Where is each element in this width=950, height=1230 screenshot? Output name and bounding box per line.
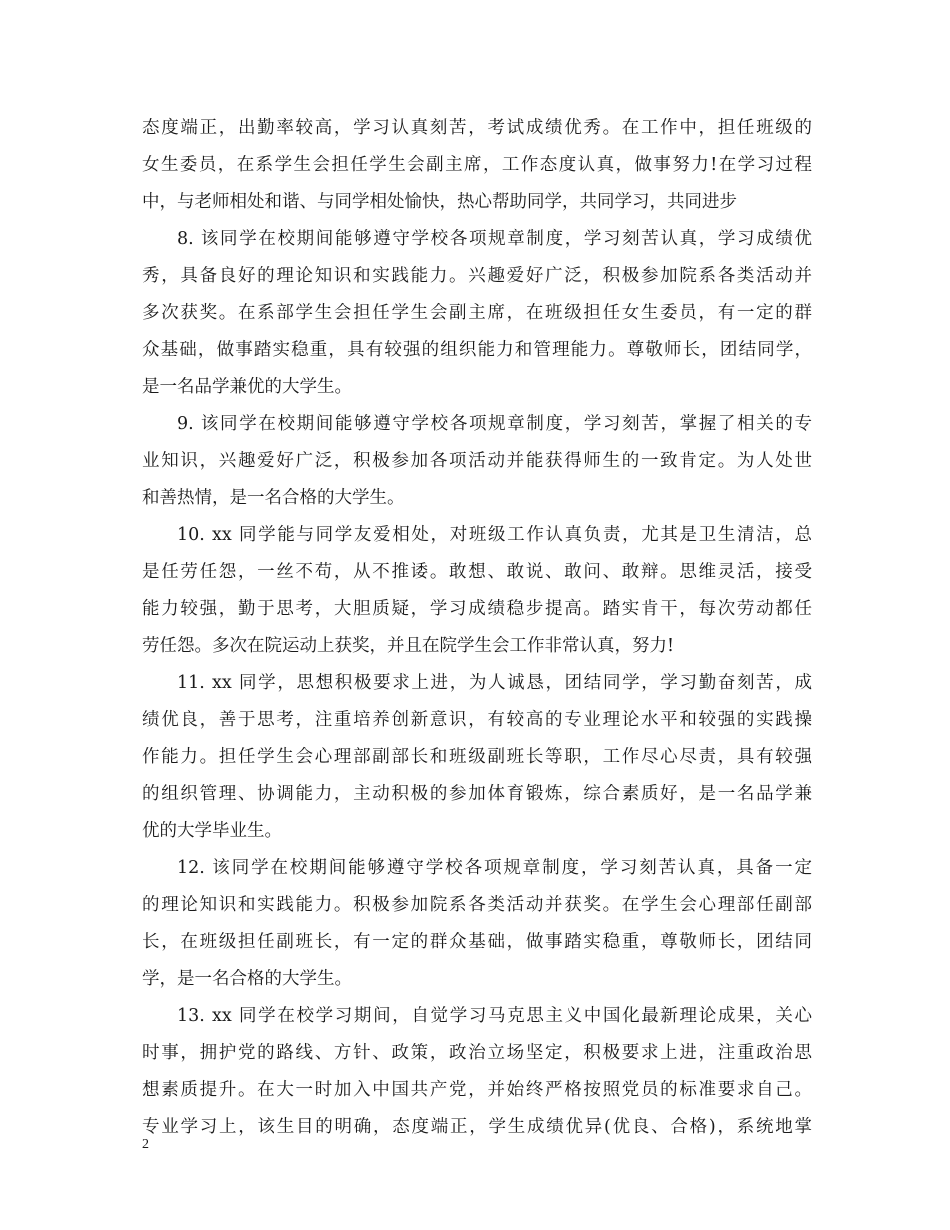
text-line: 优的大学毕业生。	[142, 821, 282, 841]
text-line: 众基础，做事踏实稳重，具有较强的组织能力和管理能力。尊敬师长，团结同学，	[142, 340, 812, 360]
text-line: 是任劳任怨，一丝不苟，从不推诿。敢想、敢说、敢问、敢辩。思维灵活，接受	[142, 562, 812, 582]
text-line: 专业学习上，该生目的明确，态度端正，学生成绩优异(优良、合格)，系统地掌	[142, 1117, 812, 1137]
text-line: 作能力。担任学生会心理部副部长和班级副班长等职，工作尽心尽责，具有较强	[142, 747, 812, 767]
text-line: 秀，具备良好的理论知识和实践能力。兴趣爱好广泛，积极参加院系各类活动并	[142, 266, 812, 286]
paragraph-start-line: 8. 该同学在校期间能够遵守学校各项规章制度，学习刻苦认真，学习成绩优	[177, 229, 812, 249]
text-line: 是一名品学兼优的大学生。	[142, 377, 352, 397]
text-line: 劳任怨。多次在院运动上获奖，并且在院学生会工作非常认真，努力!	[142, 636, 675, 656]
text-line: 的组织管理、协调能力，主动积极的参加体育锻炼，综合素质好，是一名品学兼	[142, 784, 812, 804]
text-line: 的理论知识和实践能力。积极参加院系各类活动并获奖。在学生会心理部任副部	[142, 895, 812, 915]
text-line: 学，是一名合格的大学生。	[142, 969, 352, 989]
paragraph-start-line: 11. xx 同学，思想积极要求上进，为人诚恳，团结同学，学习勤奋刻苦，成	[177, 673, 812, 693]
text-line: 中，与老师相处和谐、与同学相处愉快，热心帮助同学，共同学习，共同进步	[142, 192, 737, 212]
text-line: 绩优良，善于思考，注重培养创新意识，有较高的专业理论水平和较强的实践操	[142, 710, 812, 730]
text-line: 业知识，兴趣爱好广泛，积极参加各项活动并能获得师生的一致肯定。为人处世	[142, 451, 812, 471]
text-line: 多次获奖。在系部学生会担任学生会副主席，在班级担任女生委员，有一定的群	[142, 303, 812, 323]
text-line: 态度端正，出勤率较高，学习认真刻苦，考试成绩优秀。在工作中，担任班级的	[142, 118, 812, 138]
text-line: 想素质提升。在大一时加入中国共产党，并始终严格按照党员的标准要求自己。	[142, 1080, 812, 1100]
text-line: 女生委员，在系学生会担任学生会副主席，工作态度认真，做事努力!在学习过程	[142, 155, 812, 175]
text-line: 时事，拥护党的路线、方针、政策，政治立场坚定，积极要求上进，注重政治思	[142, 1043, 812, 1063]
text-line: 长，在班级担任副班长，有一定的群众基础，做事踏实稳重，尊敬师长，团结同	[142, 932, 812, 952]
paragraph-start-line: 12. 该同学在校期间能够遵守学校各项规章制度，学习刻苦认真，具备一定	[177, 858, 812, 878]
paragraph-start-line: 9. 该同学在校期间能够遵守学校各项规章制度，学习刻苦，掌握了相关的专	[177, 414, 812, 434]
text-line: 能力较强，勤于思考，大胆质疑，学习成绩稳步提高。踏实肯干，每次劳动都任	[142, 599, 812, 619]
text-line: 和善热情，是一名合格的大学生。	[142, 488, 405, 508]
paragraph-start-line: 13. xx 同学在校学习期间，自觉学习马克思主义中国化最新理论成果，关心	[177, 1006, 812, 1026]
paragraph-start-line: 10. xx 同学能与同学友爱相处，对班级工作认真负责，尤其是卫生清洁，总	[177, 525, 812, 545]
page-number: 2	[142, 1137, 149, 1152]
